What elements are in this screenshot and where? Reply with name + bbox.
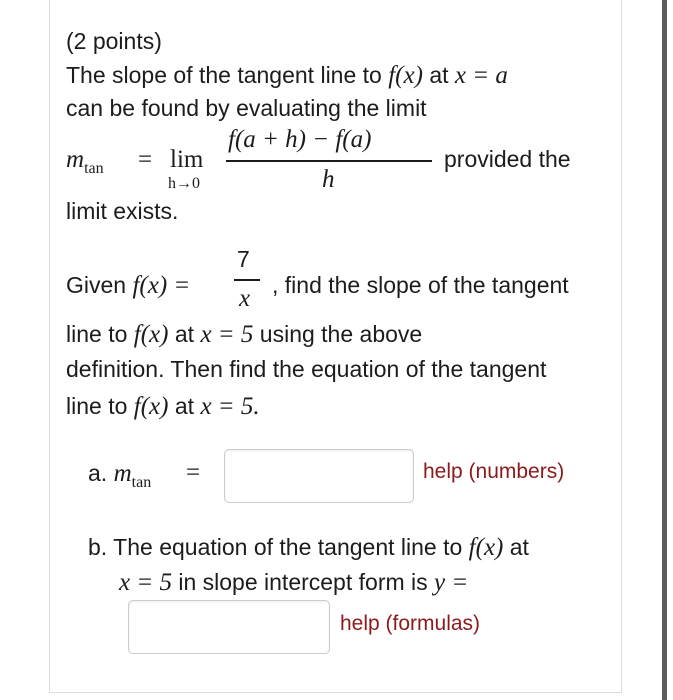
scrollbar[interactable]: [662, 0, 667, 700]
m-tan-symbol: mtan: [66, 146, 104, 177]
provided-text: provided the: [444, 146, 571, 172]
fraction-bar: [226, 160, 432, 162]
part-a-answer-input[interactable]: [224, 449, 414, 503]
given-line: Given f(x) =: [66, 272, 191, 299]
help-formulas-link[interactable]: help (formulas): [340, 612, 481, 635]
part-b-line-2: x = 5 in slope intercept form is y =: [119, 569, 469, 596]
definition-line: definition. Then find the equation of the tangent: [66, 356, 547, 382]
line-to-line-2: line to f(x) at x = 5.: [66, 393, 260, 420]
fraction-numerator: f(a + h) − f(a): [228, 126, 372, 153]
intro-line-1: The slope of the tangent line to f(x) at x = a: [66, 62, 508, 89]
help-numbers-link[interactable]: help (numbers): [423, 460, 565, 483]
given-numerator: 7: [237, 246, 250, 272]
part-b-line-1: b. The equation of the tangent line to f(x) at: [88, 534, 529, 561]
find-slope-text: , find the slope of the tangent: [272, 272, 569, 298]
line-to-line: line to f(x) at x = 5 using the above: [66, 321, 423, 348]
part-a-label: a. $m_{tan}$: [88, 460, 152, 491]
points-label: (2 points): [66, 28, 162, 54]
equals-sign: =: [138, 146, 153, 173]
part-b-answer-input[interactable]: [128, 600, 330, 654]
fraction-denominator: h: [322, 166, 335, 193]
lim-subscript: h→0: [168, 175, 200, 192]
limit-exists-text: limit exists.: [66, 198, 179, 224]
intro-line-2: can be found by evaluating the limit: [66, 95, 427, 121]
given-fraction-bar: [234, 279, 260, 281]
lim-operator: lim: [170, 146, 204, 173]
part-a-equals: =: [186, 459, 201, 486]
given-denominator: x: [239, 285, 251, 312]
